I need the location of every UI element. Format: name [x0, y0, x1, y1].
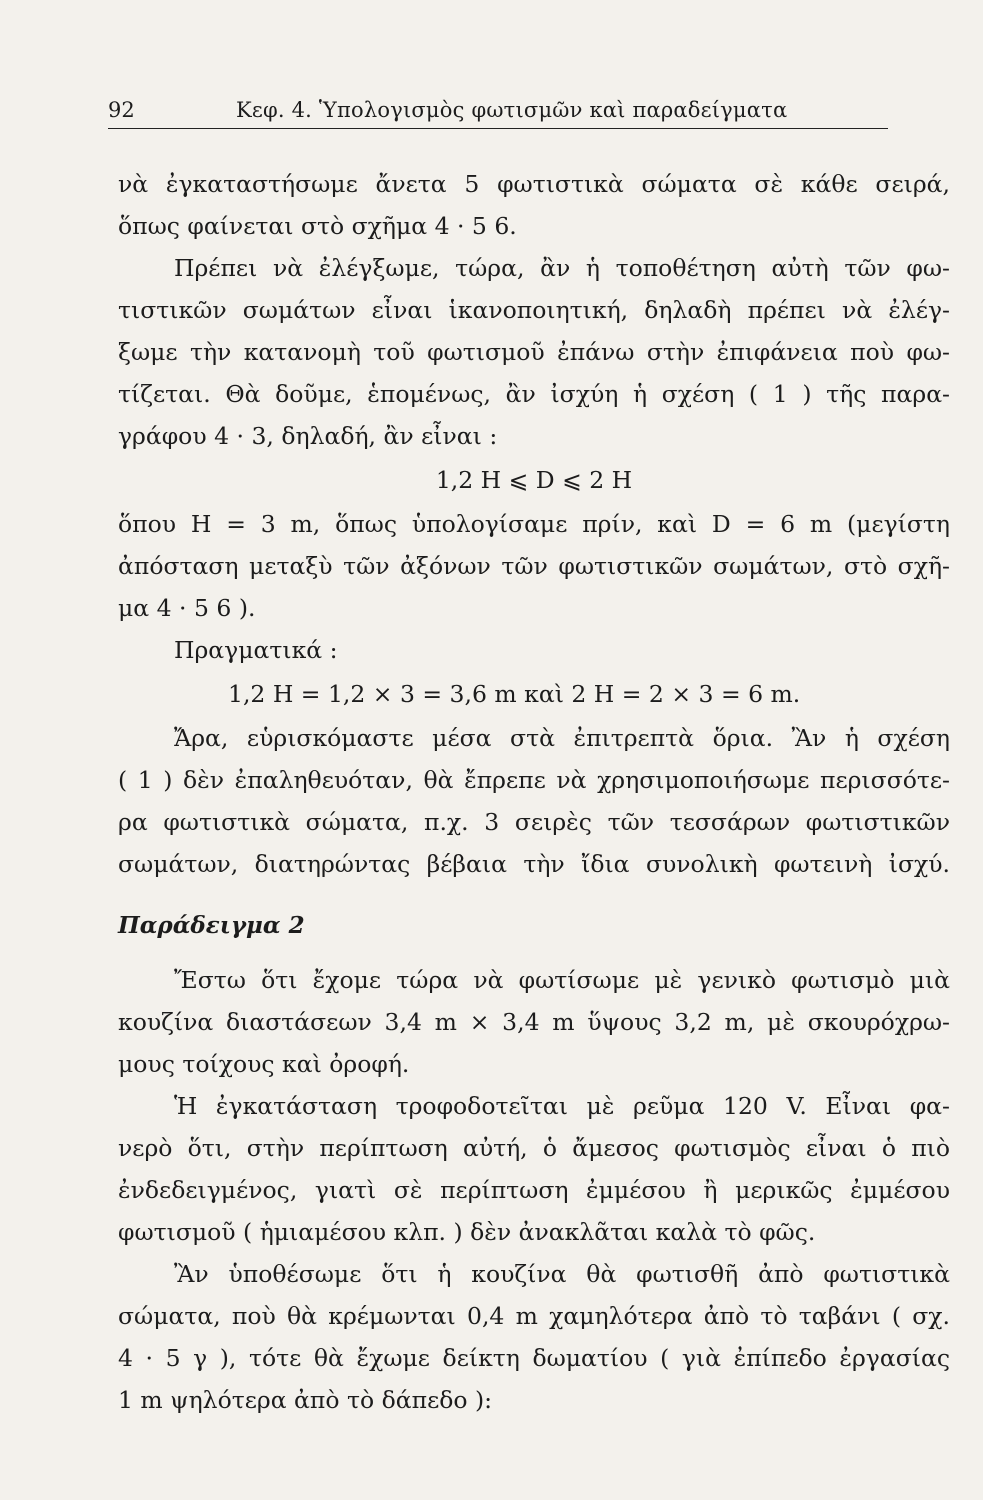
header-rule [108, 128, 888, 129]
text-line: κουζίνα διαστάσεων 3,4 m × 3,4 m ὕψους 3,2 m, μὲ σκουρόχρω- [118, 1008, 950, 1036]
text-line: Ἂν ὑποθέσωμε ὅτι ἡ κουζίνα θὰ φωτισθῆ ἀπὸ φωτιστικὰ [174, 1260, 950, 1288]
text-line: σώματα, ποὺ θὰ κρέμωνται 0,4 m χαμηλότερα ἀπὸ τὸ ταβάνι ( σχ. [118, 1302, 950, 1330]
text-line: Ἄρα, εὑρισκόμαστε μέσα στὰ ἐπιτρεπτὰ ὅρια. Ἂν ἡ σχέση [174, 724, 950, 752]
text-line: ( 1 ) δὲν ἐπαληθευόταν, θὰ ἔπρεπε νὰ χρησιμοποιήσωμε περισσότε- [118, 766, 950, 794]
text-line: γράφου 4 · 3, δηλαδή, ἂν εἶναι : [118, 422, 498, 450]
text-line: νὰ ἐγκαταστήσωμε ἄνετα 5 φωτιστικὰ σώματα σὲ κάθε σειρά, [118, 170, 950, 198]
text-line: ἐνδεδειγμένος, γιατὶ σὲ περίπτωση ἐμμέσου ἢ μερικῶς ἐμμέσου [118, 1176, 950, 1204]
text-line: ρα φωτιστικὰ σώματα, π.χ. 3 σειρὲς τῶν τεσσάρων φωτιστικῶν [118, 808, 950, 836]
text-line: ξωμε τὴν κατανομὴ τοῦ φωτισμοῦ ἐπάνω στὴν ἐπιφάνεια ποὺ φω- [118, 338, 950, 366]
page-header [108, 94, 888, 130]
text-line: 1 m ψηλότερα ἀπὸ τὸ δάπεδο ): [118, 1386, 493, 1414]
formula: 1,2 H = 1,2 × 3 = 3,6 m καὶ 2 H = 2 × 3 = 6 m. [228, 680, 801, 708]
text-line: νερὸ ὅτι, στὴν περίπτωση αὐτή, ὁ ἄμεσος φωτισμὸς εἶναι ὁ πιὸ [118, 1134, 950, 1162]
text-line: τιστικῶν σωμάτων εἶναι ἱκανοποιητική, δηλαδὴ πρέπει νὰ ἐλέγ- [118, 296, 950, 324]
text-line: τίζεται. Θὰ δοῦμε, ἑπομένως, ἂν ἰσχύη ἡ σχέση ( 1 ) τῆς παρα- [118, 380, 950, 408]
text-line: Ἔστω ὅτι ἔχομε τώρα νὰ φωτίσωμε μὲ γενικὸ φωτισμὸ μιὰ [174, 966, 950, 994]
text-line: Πρέπει νὰ ἐλέγξωμε, τώρα, ἂν ἡ τοποθέτηση αὐτὴ τῶν φω- [174, 254, 950, 282]
text-line: φωτισμοῦ ( ἡμιαμέσου κλπ. ) δὲν ἀνακλᾶται καλὰ τὸ φῶς. [118, 1218, 816, 1246]
text-line: μα 4 · 5 6 ). [118, 594, 256, 622]
text-line: ὅπως φαίνεται στὸ σχῆμα 4 · 5 6. [118, 212, 517, 240]
formula: 1,2 H ⩽ D ⩽ 2 H [435, 466, 633, 494]
section-heading: Παράδειγμα 2 [118, 912, 305, 939]
running-title: Κεφ. 4. Ὑπολογισμὸς φωτισμῶν καὶ παραδείγματα [236, 98, 788, 122]
text-line: σωμάτων, διατηρώντας βέβαια τὴν ἴδια συνολικὴ φωτεινὴ ἰσχύ. [118, 850, 950, 878]
text-line: Πραγματικά : [174, 636, 338, 664]
text-line: μους τοίχους καὶ ὀροφή. [118, 1050, 410, 1078]
page-number: 92 [108, 98, 135, 122]
text-line: ὅπου H = 3 m, ὅπως ὑπολογίσαμε πρίν, καὶ D = 6 m (μεγίστη [118, 510, 950, 538]
text-line: Ἡ ἐγκατάσταση τροφοδοτεῖται μὲ ρεῦμα 120 V. Εἶναι φα- [174, 1092, 950, 1120]
text-line: ἀπόσταση μεταξὺ τῶν ἀξόνων τῶν φωτιστικῶν σωμάτων, στὸ σχῆ- [118, 552, 950, 580]
text-line: 4 · 5 γ ), τότε θὰ ἔχωμε δείκτη δωματίου ( γιὰ ἐπίπεδο ἐργασίας [118, 1344, 950, 1372]
